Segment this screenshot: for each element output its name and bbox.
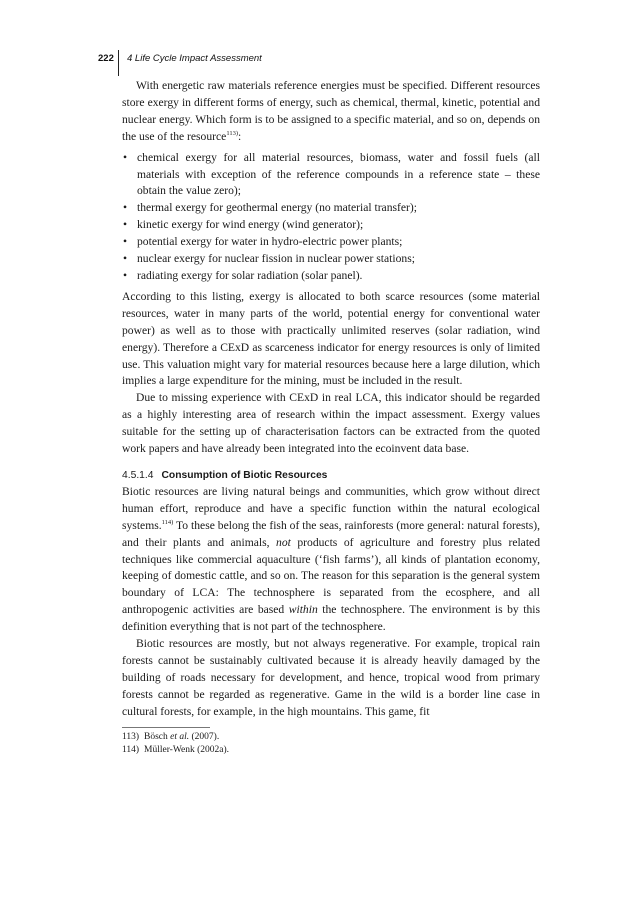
paragraph-cexd: Due to missing experience with CExD in real LCA, this indicator should be regarded as a highly interesting area of research within the impact assessment. Exergy values suitable for the setting up of characterisation factors can be extracted from the quoted work papers and have already been integrated into the ecoinvent data base.: [122, 391, 540, 456]
footnote-ref-113: 113): [226, 129, 238, 137]
page-number: 222: [98, 53, 114, 64]
paragraph-listing: According to this listing, exergy is allocated to both scarce resources (some material resources, water in many parts of the world, potential energy for conventional water power) as well as to those with practically unlimited reserves (solar radiation, wind energy). Therefore a CExD as scarceness indicator for energy resources is only of limited use. This valuation might vary for material resources because here a large dilution, which implies a large expenditure for the mining, must be included in the result.: [122, 289, 540, 388]
footnote-114: 114) Müller-Wenk (2002a).: [122, 744, 230, 755]
list-item: • radiating exergy for solar radiation (solar panel).: [122, 268, 540, 285]
footnote-113: 113) Bösch et al. (2007).: [122, 731, 220, 742]
running-title: 4 Life Cycle Impact Assessment: [127, 53, 262, 64]
list-item: • potential exergy for water in hydro-electric power plants;: [122, 234, 540, 251]
list-item: • nuclear exergy for nuclear fission in nuclear power stations;: [122, 251, 540, 268]
body-text: [122, 78, 540, 757]
paragraph-exergy-intro: With energetic raw materials reference energies must be specified. Different resources store exergy in different forms of energy, such as chemical, thermal, kinetic, potential and nuclear energy. Which form is to be assigned to a specific material, and so on, depends on the use of the resource$^{113)}$:: [122, 79, 540, 143]
footnote-ref-114: 114): [161, 518, 174, 526]
list-item: • thermal exergy for geothermal energy (no material transfer);: [122, 200, 540, 217]
section-title: Consumption of Biotic Resources: [161, 469, 328, 481]
header-divider: [118, 50, 119, 76]
section-heading: [122, 468, 540, 484]
paragraph-regenerative: Biotic resources are mostly, but not always regenerative. For example, tropical rain forests cannot be sustainably cultivated because it is already heavily damaged by the building of roads necessary for development, and hence, tropical wood from primary forests cannot be regarded as regenerative. Game in the wild is a border line case in cultural forests, for example, in the high mountains. This game, fit: [122, 637, 540, 718]
exergy-forms-list: [122, 150, 540, 285]
list-item: • kinetic exergy for wind energy (wind generator);: [122, 217, 540, 234]
footnote-divider: [122, 727, 210, 728]
paragraph-biotic-definition: Biotic resources are living natural beings and communities, which grow without direct human effort, reproduce and have a specific function within the natural ecological systems.$^{114)}$ To these belong the fish of the seas, rainforests (more general: natural forests), and their plants and animals, not products of agriculture and forestry plus related techniques like commercial aquaculture (‘fish farms’), all kinds of plantation economy, keeping of domestic cattle, and so on. The reason for this separation is the general system boundary of LCA: The technosphere is separated from the ecosphere, and all anthropogenic activities are based within the technosphere. The environment is by this definition everything that is not part of the technosphere.: [122, 484, 540, 634]
section-number: 4.5.1.4: [122, 469, 154, 481]
list-item: • chemical exergy for all material resources, biomass, water and fossil fuels (all materials with exception of the reference compounds in a reference state – these obtain the value zero);: [122, 150, 540, 201]
